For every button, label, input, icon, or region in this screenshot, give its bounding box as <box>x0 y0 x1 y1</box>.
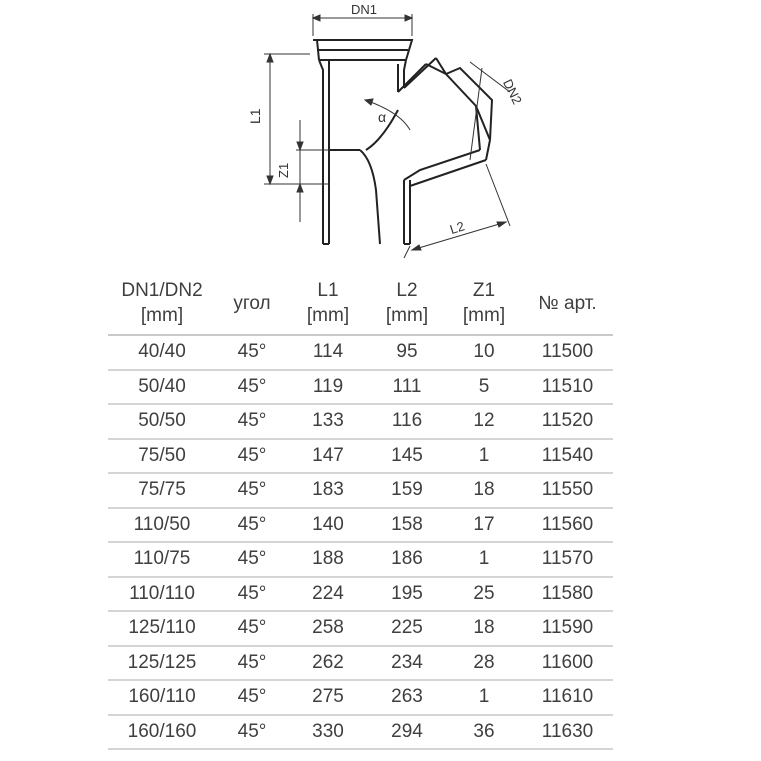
cell-l1-column: 275 <box>288 680 368 715</box>
alpha-label: α <box>378 109 387 125</box>
cell-z1-column: 1 <box>446 439 522 474</box>
dn1-label: DN1 <box>351 2 378 17</box>
table-row <box>108 577 613 612</box>
cell-l1-column: 262 <box>288 646 368 681</box>
table-row <box>108 439 613 474</box>
cell-dn-column: 110/50 <box>108 508 216 543</box>
cell-article-column: 11550 <box>522 473 613 508</box>
cell-angle-column: 45° <box>216 370 288 405</box>
table-header-row <box>108 272 613 335</box>
dn2-label: DN2 <box>500 76 525 107</box>
cell-angle-column: 45° <box>216 473 288 508</box>
cell-z1-column: 25 <box>446 577 522 612</box>
table-body <box>108 335 613 749</box>
cell-l2-column: 111 <box>368 370 446 405</box>
cell-l1-column: 140 <box>288 508 368 543</box>
table-row <box>108 611 613 646</box>
cell-dn-column: 110/110 <box>108 577 216 612</box>
cell-l2-column: 186 <box>368 542 446 577</box>
header-dn-column <box>108 272 216 335</box>
cell-z1-column: 18 <box>446 611 522 646</box>
z1-label: Z1 <box>276 162 291 178</box>
cell-article-column: 11580 <box>522 577 613 612</box>
cell-l1-column: 258 <box>288 611 368 646</box>
cell-l1-column: 147 <box>288 439 368 474</box>
header-unit: [mm] <box>306 305 350 326</box>
table-row <box>108 680 613 715</box>
cell-l1-column: 114 <box>288 335 368 370</box>
cell-l2-column: 116 <box>368 404 446 439</box>
cell-l2-column: 95 <box>368 335 446 370</box>
tee-technical-drawing <box>240 0 530 260</box>
cell-angle-column: 45° <box>216 646 288 681</box>
cell-angle-column: 45° <box>216 404 288 439</box>
cell-l1-column: 183 <box>288 473 368 508</box>
cell-article-column: 11520 <box>522 404 613 439</box>
cell-l2-column: 195 <box>368 577 446 612</box>
cell-l2-column: 158 <box>368 508 446 543</box>
cell-dn-column: 125/110 <box>108 611 216 646</box>
cell-article-column: 11630 <box>522 715 613 750</box>
cell-z1-column: 1 <box>446 542 522 577</box>
cell-l2-column: 234 <box>368 646 446 681</box>
cell-l1-column: 188 <box>288 542 368 577</box>
table-row <box>108 715 613 750</box>
cell-z1-column: 17 <box>446 508 522 543</box>
cell-article-column: 11600 <box>522 646 613 681</box>
header-z1-column <box>446 272 522 335</box>
cell-article-column: 11610 <box>522 680 613 715</box>
header-label: L2 <box>396 280 418 301</box>
cell-angle-column: 45° <box>216 508 288 543</box>
cell-l1-column: 224 <box>288 577 368 612</box>
header-label: DN1/DN2 <box>121 280 203 301</box>
cell-angle-column: 45° <box>216 715 288 750</box>
cell-article-column: 11590 <box>522 611 613 646</box>
cell-z1-column: 12 <box>446 404 522 439</box>
cell-z1-column: 1 <box>446 680 522 715</box>
table-row <box>108 473 613 508</box>
cell-z1-column: 10 <box>446 335 522 370</box>
cell-l2-column: 294 <box>368 715 446 750</box>
header-label: № арт. <box>538 292 597 314</box>
header-unit: [mm] <box>462 305 506 326</box>
cell-article-column: 11510 <box>522 370 613 405</box>
l1-label: L1 <box>247 108 263 124</box>
cell-l1-column: 133 <box>288 404 368 439</box>
cell-dn-column: 110/75 <box>108 542 216 577</box>
header-l1-column <box>288 272 368 335</box>
header-label: Z1 <box>472 280 496 301</box>
header-unit: [mm] <box>140 305 184 326</box>
cell-dn-column: 160/160 <box>108 715 216 750</box>
header-l2-column <box>368 272 446 335</box>
cell-angle-column: 45° <box>216 680 288 715</box>
cell-z1-column: 28 <box>446 646 522 681</box>
header-unit: [mm] <box>385 305 429 326</box>
table-row <box>108 542 613 577</box>
table-row <box>108 404 613 439</box>
cell-article-column: 11500 <box>522 335 613 370</box>
cell-angle-column: 45° <box>216 335 288 370</box>
cell-dn-column: 75/75 <box>108 473 216 508</box>
cell-l2-column: 145 <box>368 439 446 474</box>
cell-angle-column: 45° <box>216 542 288 577</box>
cell-article-column: 11570 <box>522 542 613 577</box>
cell-l2-column: 263 <box>368 680 446 715</box>
table-row <box>108 370 613 405</box>
table-row <box>108 335 613 370</box>
cell-z1-column: 18 <box>446 473 522 508</box>
cell-l1-column: 330 <box>288 715 368 750</box>
cell-l2-column: 159 <box>368 473 446 508</box>
cell-dn-column: 50/40 <box>108 370 216 405</box>
cell-article-column: 11560 <box>522 508 613 543</box>
header-label: L1 <box>317 280 339 301</box>
cell-z1-column: 5 <box>446 370 522 405</box>
table-row <box>108 508 613 543</box>
cell-article-column: 11540 <box>522 439 613 474</box>
cell-dn-column: 40/40 <box>108 335 216 370</box>
cell-z1-column: 36 <box>446 715 522 750</box>
cell-dn-column: 50/50 <box>108 404 216 439</box>
cell-l1-column: 119 <box>288 370 368 405</box>
cell-angle-column: 45° <box>216 439 288 474</box>
table-row <box>108 646 613 681</box>
header-label: угол <box>233 292 271 314</box>
cell-angle-column: 45° <box>216 611 288 646</box>
l2-label: L2 <box>447 218 467 238</box>
cell-angle-column: 45° <box>216 577 288 612</box>
specification-table <box>108 272 613 750</box>
header-angle-column <box>216 272 288 335</box>
cell-dn-column: 75/50 <box>108 439 216 474</box>
cell-l2-column: 225 <box>368 611 446 646</box>
header-article-column <box>522 272 613 335</box>
cell-dn-column: 160/110 <box>108 680 216 715</box>
cell-dn-column: 125/125 <box>108 646 216 681</box>
